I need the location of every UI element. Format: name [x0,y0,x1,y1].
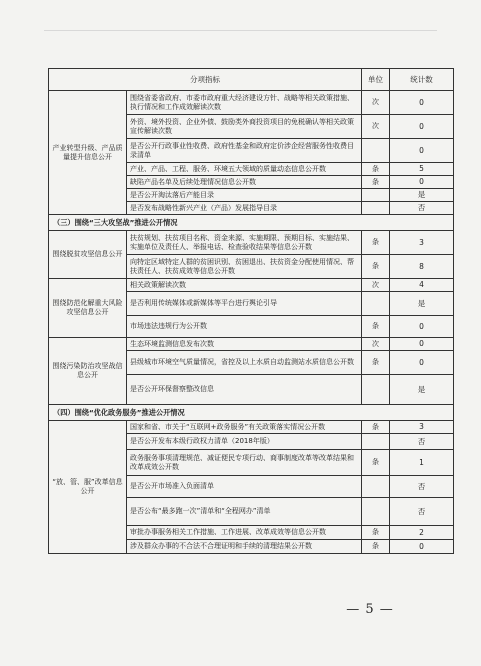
indicator-cell: 是否公开淘汰落后产能目录 [127,189,362,202]
indicator-cell: 是否公开行政事业性收费、政府性基金和政府定价涉企经营服务性收费目录清单 [127,139,362,163]
indicator-cell: 是否公开发布本级行政权力清单（2018年版） [127,434,362,450]
table-row [49,421,454,434]
stat-cell: 0 [390,91,454,115]
indicator-cell: 外资、境外投资、企业外债、鼓励类外商投资项目的免税确认等相关政策宣传解读次数 [127,115,362,139]
stat-cell: 0 [390,540,454,554]
unit-cell: 条 [362,421,390,434]
indicator-cell: 是否利用传统媒体或新媒体等平台进行舆论引导 [127,292,362,316]
unit-cell: 条 [362,255,390,279]
unit-cell: 条 [362,526,390,540]
header-indicator: 分项指标 [49,69,362,91]
table-header-row [49,69,454,91]
unit-cell: 条 [362,231,390,255]
indicator-cell: 国家和省、市关于“互联网+政务服务”有关政策落实情况公开数 [127,421,362,434]
unit-cell: 次 [362,338,390,351]
unit-cell [362,292,390,316]
indicator-cell: 县级城市环境空气质量情况，省控及以上水质自动监测站水质信息公开数 [127,351,362,375]
indicator-cell: 相关政策解读次数 [127,279,362,292]
stat-cell: 4 [390,279,454,292]
unit-cell: 条 [362,176,390,189]
unit-cell [362,202,390,215]
unit-cell: 次 [362,91,390,115]
stat-cell: 0 [390,176,454,189]
table-row [49,231,454,255]
stat-cell: 否 [390,476,454,498]
page-top-rule [44,30,437,31]
header-unit: 单位 [362,69,390,91]
section-four-header [49,405,454,421]
indicator-cell: 是否公开环保督察整改信息 [127,375,362,405]
unit-cell: 次 [362,279,390,292]
indicator-cell: 市场违法违规行为公开数 [127,316,362,338]
category-pollution: 围绕污染防治攻坚战信息公开 [49,338,127,405]
page-number: — 5 — [346,602,394,617]
unit-cell: 条 [362,450,390,476]
indicator-cell: 涉及群众办事的不合法不合理证明和手续的清理结果公开数 [127,540,362,554]
stat-cell: 0 [390,338,454,351]
indicator-cell: 缺陷产品名单及后续处理情况信息公开数 [127,176,362,189]
stat-cell: 否 [390,434,454,450]
unit-cell: 条 [362,540,390,554]
section-three-header [49,215,454,231]
stat-cell: 2 [390,526,454,540]
stat-cell: 是 [390,189,454,202]
stat-cell: 0 [390,351,454,375]
header-stat: 统计数 [390,69,454,91]
indicator-cell: 向特定区域特定人群的贫困识别、贫困退出、扶贫资金分配使用情况、帮扶责任人、扶贫成效等信息公开数 [127,255,362,279]
table-row [49,279,454,292]
table-row [49,338,454,351]
stat-cell: 是 [390,375,454,405]
category-industry: 产业转型升级、产品质量提升信息公开 [49,91,127,215]
stat-cell: 5 [390,163,454,176]
stat-cell: 0 [390,139,454,163]
unit-cell [362,498,390,526]
stat-cell: 0 [390,316,454,338]
indicator-cell: 是否公布“最多跑一次”清单和“全程网办”清单 [127,498,362,526]
indicator-cell: 政务服务事项清理规范、减证便民专项行动、商事制度改革等改革结果和改革成效公开数 [127,450,362,476]
category-poverty: 围绕脱贫攻坚信息公开 [49,231,127,279]
unit-cell [362,139,390,163]
table-row [49,91,454,115]
section-four-title: （四）围绕“优化政务服务”推进公开情况 [49,405,454,421]
indicator-cell: 是否公开市场准入负面清单 [127,476,362,498]
stat-cell: 否 [390,202,454,215]
unit-cell [362,434,390,450]
stat-cell: 3 [390,231,454,255]
indicator-cell: 是否发布战略性新兴产业（产品）发展指导目录 [127,202,362,215]
stat-cell: 0 [390,115,454,139]
indicator-cell: 产业、产品、工程、服务、环境五大领域的质量动态信息公开数 [127,163,362,176]
unit-cell: 条 [362,351,390,375]
category-risk: 围绕防范化解重大风险攻坚信息公开 [49,279,127,338]
stat-cell: 3 [390,421,454,434]
unit-cell [362,375,390,405]
unit-cell: 次 [362,115,390,139]
category-reform: “放、管、服”改革信息公开 [49,421,127,554]
unit-cell [362,189,390,202]
stat-cell: 1 [390,450,454,476]
indicator-cell: 围绕省委省政府、市委市政府重大经济建设方针、战略等相关政策措施、执行情况和工作成效解读次数 [127,91,362,115]
stat-cell: 8 [390,255,454,279]
stat-cell: 是 [390,292,454,316]
statistics-table [48,68,454,554]
indicator-cell: 生态环境监测信息发布次数 [127,338,362,351]
indicator-cell: 扶贫规划、扶贫项目名称、资金来源、实施期限、预期目标、实施结果、实施单位及责任人、举报电话、检查验收结果等信息公开数 [127,231,362,255]
indicator-cell: 审批办事服务相关工作措施、工作进展、改革成效等信息公开数 [127,526,362,540]
unit-cell: 条 [362,316,390,338]
section-three-title: （三）围绕“三大攻坚战”推进公开情况 [49,215,454,231]
unit-cell: 条 [362,163,390,176]
stat-cell: 否 [390,498,454,526]
unit-cell [362,476,390,498]
